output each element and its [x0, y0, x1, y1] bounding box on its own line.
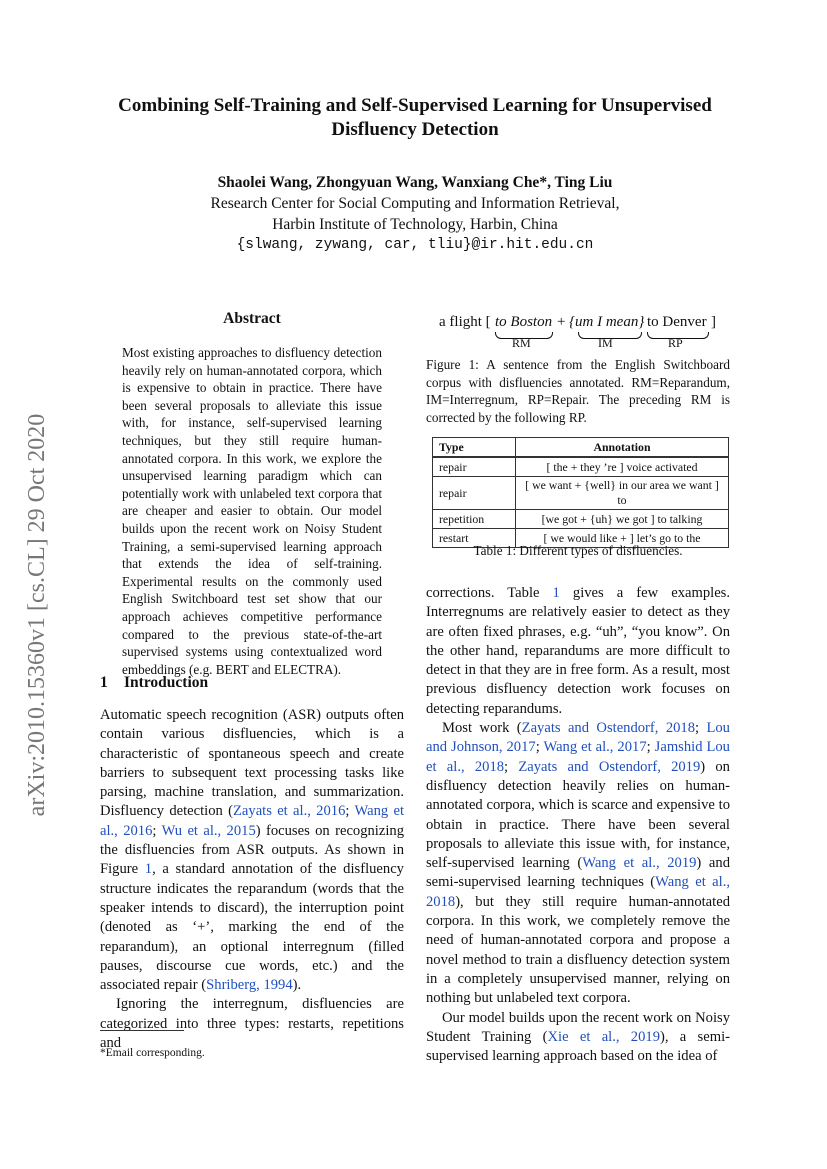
citation-link[interactable]: Wang et al., 2019	[582, 855, 697, 872]
header-annotation: Annotation	[516, 438, 729, 458]
disfluency-table	[432, 437, 729, 548]
fig-interregnum: {um I mean}	[569, 314, 645, 330]
table-ref-link[interactable]: 1	[552, 585, 560, 601]
affiliation-line-2: Harbin Institute of Technology, Harbin, China	[272, 216, 558, 233]
table-row	[433, 510, 729, 529]
paper-title	[95, 94, 735, 142]
section-title: Introduction	[124, 674, 209, 691]
row-type: repair	[433, 477, 516, 510]
section-number: 1	[100, 674, 108, 691]
citation-link[interactable]: Shriberg, 1994	[206, 977, 293, 994]
author-names: Shaolei Wang, Zhongyuan Wang, Wanxiang Che*, Ting Liu	[217, 174, 613, 191]
table-row	[433, 457, 729, 477]
fig-close-bracket: ]	[711, 314, 716, 330]
row-annotation: [we got + {uh} we got ] to talking	[516, 510, 729, 529]
arxiv-identifier: arXiv:2010.15360v1 [cs.CL] 29 Oct 2020	[24, 413, 50, 817]
citation-link[interactable]: Zayats and Ostendorf, 2018	[521, 720, 696, 737]
citation-link[interactable]: Wang et al., 2018	[426, 874, 730, 910]
right-paragraph-3: Our model builds upon the recent work on Noisy Student Training (Xie et al., 2019), a semi-supervised learning approach based on the idea of	[426, 1009, 730, 1065]
row-type: restart	[433, 529, 516, 548]
table-row	[433, 477, 729, 510]
title-line-1: Combining Self-Training and Self-Supervised Learning for Unsupervised	[118, 95, 712, 116]
table-header-row	[433, 438, 729, 458]
header-type: Type	[433, 438, 516, 458]
row-annotation: [ we would like + ] let’s go to the	[516, 529, 729, 548]
fig-interruption-point: +	[557, 314, 566, 330]
footnote: *Email corresponding.	[100, 1047, 205, 1059]
fig-reparandum: to Boston	[495, 314, 553, 330]
author-emails: {slwang, zywang, car, tliu}@ir.hit.edu.cn	[236, 237, 594, 253]
row-annotation: [ the + they ’re ] voice activated	[516, 457, 729, 477]
author-block	[95, 172, 735, 256]
intro-paragraph-1: Automatic speech recognition (ASR) outputs often contain various disfluencies, which is a characteristic of spontaneous speech and create barriers to subsequent text processing tasks like parsing, machine translation, and summarization. Disfluency detection (Zayats et al., 2016; Wang et al., 2016; Wu et al., 2015) focuses on recognizing the disfluencies from ASR outputs. As shown in Figure 1, a standard annotation of the disfluency structure indicates the reparandum (words that the speaker intends to discard), the interruption point (denoted as ‘+’, marking the end of the reparandum), an optional interregnum (filled pauses, discourse cue words, etc.) and the associated repair (Shriberg, 1994).	[100, 707, 404, 994]
im-label: IM	[598, 336, 613, 350]
abstract-heading: Abstract	[223, 310, 281, 327]
citation-link[interactable]: Wang et al., 2016	[100, 803, 404, 839]
row-annotation: [ we want + {well} in our area we want ] to	[516, 477, 729, 510]
intro-paragraph-2: Ignoring the interregnum, disfluencies are categorized into three types: restarts, repetitions and	[100, 996, 404, 1052]
table-1-caption: Table 1: Different types of disfluencies.	[473, 543, 683, 558]
citation-link[interactable]: Lou and Johnson, 2017	[426, 720, 730, 756]
fig-repair: to Denver	[647, 314, 707, 330]
row-type: repair	[433, 457, 516, 477]
rp-label: RP	[668, 336, 683, 350]
rm-label: RM	[512, 336, 531, 350]
footnote-rule	[100, 1030, 184, 1031]
figure-1	[426, 314, 730, 354]
citation-link[interactable]: Wang et al., 2017	[543, 739, 647, 756]
affiliation-line-1: Research Center for Social Computing and Information Retrieval,	[210, 195, 620, 212]
citation-link[interactable]: Zayats and Ostendorf, 2019	[518, 758, 701, 775]
intro-left-column	[100, 706, 404, 1053]
row-type: repetition	[433, 510, 516, 529]
citation-link[interactable]: Xie et al., 2019	[547, 1028, 660, 1045]
section-heading	[100, 674, 208, 692]
right-paragraph-2: Most work (Zayats and Ostendorf, 2018; Lou and Johnson, 2017; Wang et al., 2017; Jamshid Lou et al., 2018; Zayats and Ostendorf, 2019) on disfluency detection heavily relies on human-annotated corpora, which is scarce and expensive to obtain in practice. There have been several proposals to alleviate this issue with, for instance, self-supervised learning (Wang et al., 2019) and semi-supervised learning techniques (Wang et al., 2018), but they still require human-annotated corpora. In this work, we completely remove the need of human-annotated corpora and propose a novel method to train a disfluency detection system in a completely unsupervised manner, relying on nothing but unlabeled text corpora.	[426, 720, 730, 1007]
citation-link[interactable]: Wu et al., 2015	[161, 822, 256, 839]
fig-prefix: a flight [	[439, 314, 491, 330]
figure-1-caption: Figure 1: A sentence from the English Switchboard corpus with disfluencies annotated. RM=Reparandum, IM=Interregnum, RP=Repair. The preceding RM is corrected by the following RP.	[426, 357, 730, 425]
figure-1-sentence	[426, 314, 730, 354]
figure-ref-link[interactable]: 1	[144, 861, 153, 878]
intro-right-column	[426, 584, 730, 1066]
abstract-text: Most existing approaches to disfluency detection heavily rely on human-annotated corpora, which is expensive to obtain in practice. There have been several proposals to alleviate this issue with, for instance, self-supervised learning techniques, but they still require human-annotated corpora. In this work, we explore the unsupervised learning paradigm which can potentially work with unlabeled text corpora that are cheaper and easier to obtain. Our model builds upon the recent work on Noisy Student Training, a semi-supervised learning approach that extends the idea of self-training. Experimental results on the commonly used English Switchboard test set show that our approach achieves competitive performance compared to the previous state-of-the-art supervised systems using contextualized word embeddings (e.g. BERT and ELECTRA).	[122, 345, 382, 677]
right-paragraph-1: corrections. Table 1 gives a few examples. Interregnums are relatively easier to detect as they are often fixed phrases, e.g. “uh”, “you know”. On the other hand, reparandums are more difficult to detect in that they are in free form. As a result, most previous disfluency detection work focuses on detecting reparandums.	[426, 585, 731, 717]
citation-link[interactable]: Zayats et al., 2016	[233, 803, 346, 820]
citation-link[interactable]: Jamshid Lou et al., 2018	[426, 739, 730, 775]
title-line-2: Disfluency Detection	[331, 119, 499, 140]
